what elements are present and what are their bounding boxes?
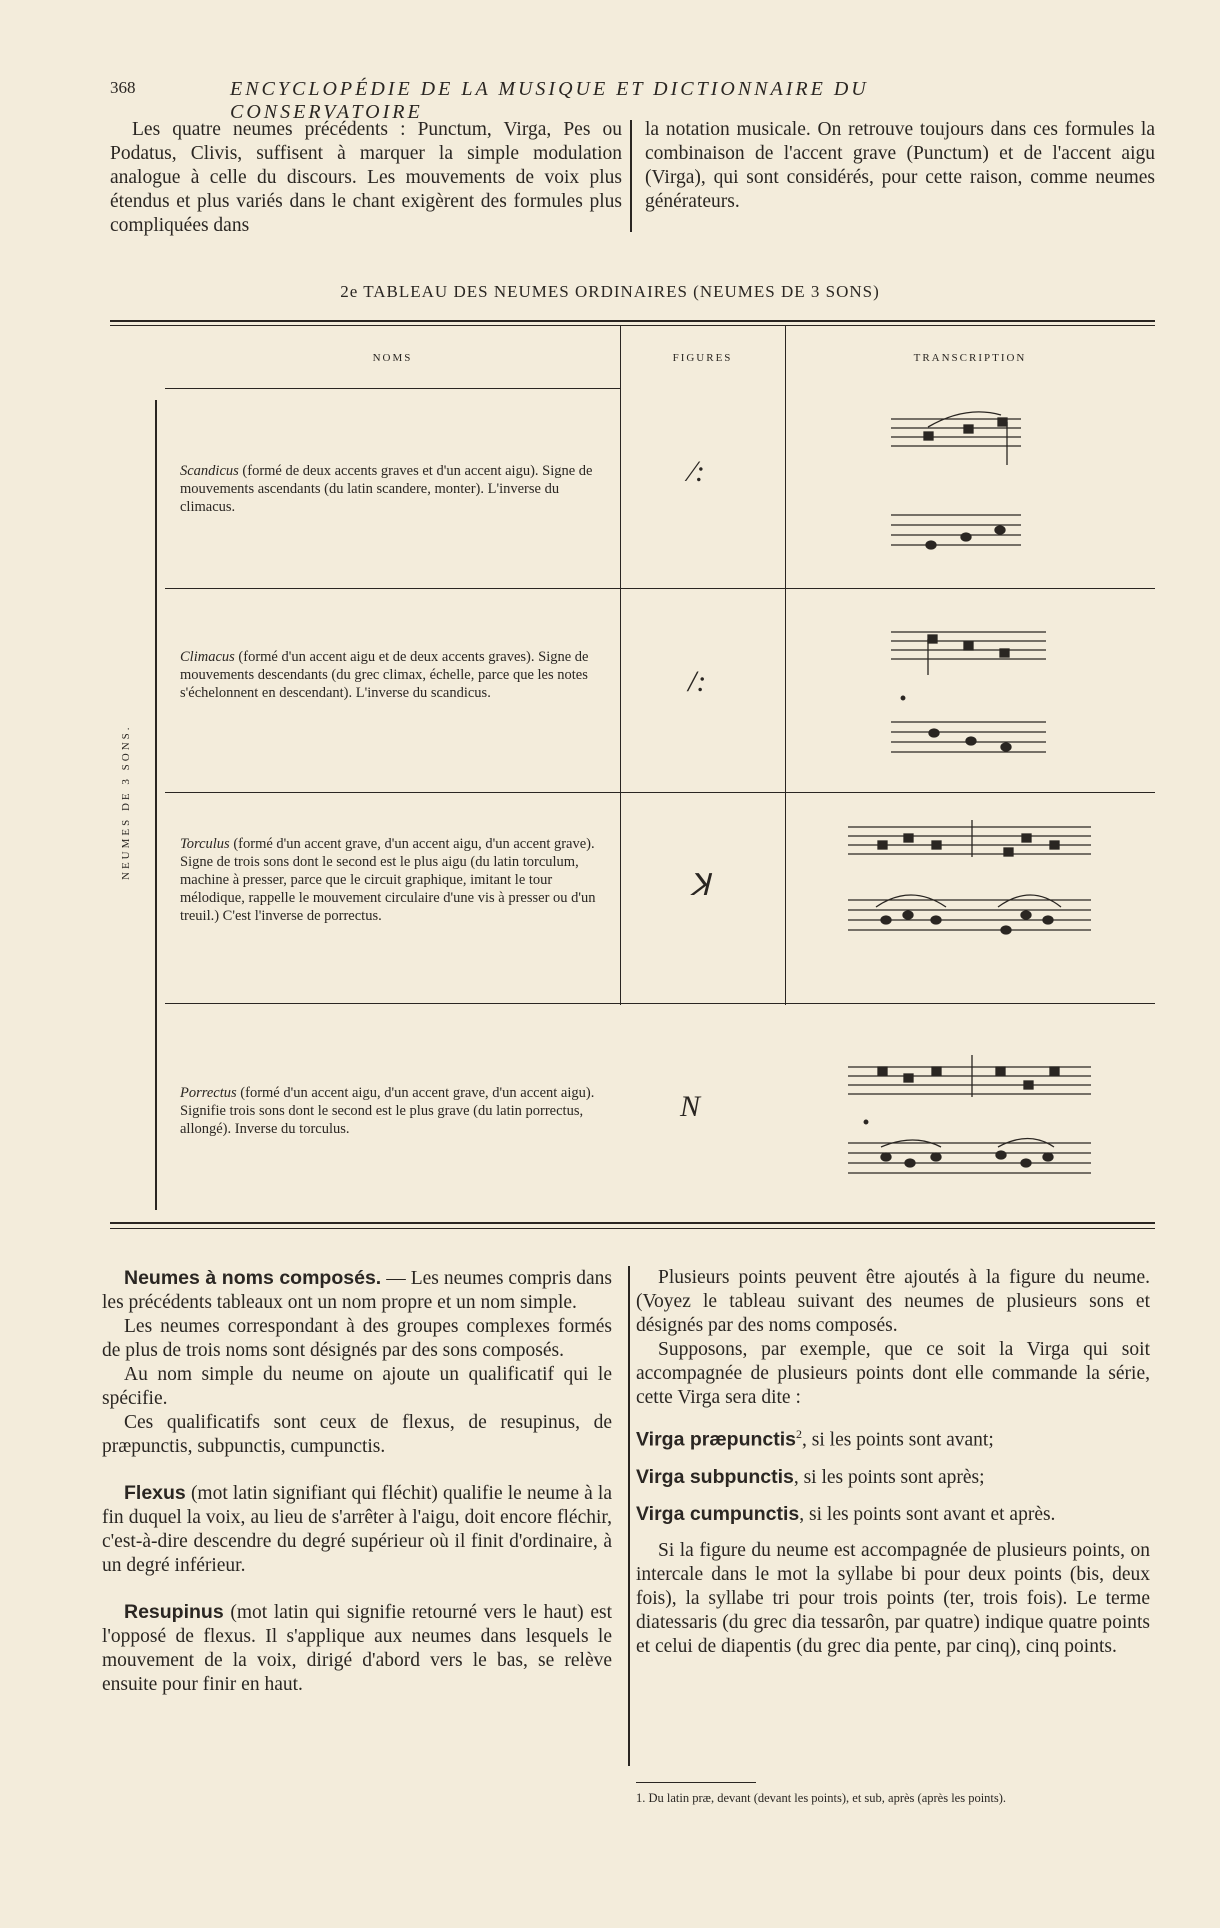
porrectus-modern-staff [848,1139,1091,1174]
neume-name: Porrectus [180,1085,237,1101]
scandicus-square-staff [891,412,1021,465]
page-number: 368 [110,78,136,97]
flexus-text: (mot latin signifiant qui fléchit) qualifie le neume à la fin duquel la voix, au lieu de s'arrêter à l'aigu, doit encore fléchir, c'est-à-dire descendre du degré supérieur où il finit d'ordinaire, à un degré inférieur. [102,1483,613,1576]
scandicus-modern-staff [891,515,1021,549]
virga-praepunctis-text: , si les points sont avant; [802,1429,994,1451]
left-column [102,1266,612,1697]
neume-description: (formé d'un accent aigu et de deux accents graves). Signe de mouvements descendants (du grec climax, échelle, parce que les notes s'échelonnent en descendant). L'inverse du scandicus. [180,649,589,701]
virga-subpunctis: Virga subpunctis [636,1465,794,1488]
virga-subpunctis-text: , si les points sont après; [793,1466,985,1488]
intro-left-text: Les quatre neumes précédents : Punctum, Virga, Pes ou Podatus, Clivis, suffisent à marquer la simple modulation analogue à celle du discours. Les mouvements de voix plus étendus et plus variés dans le chant exigèrent des formules plus compliquées dans [110,119,622,236]
intro-left [110,118,622,238]
right-p2: Supposons, par exemple, que ce soit la Virga qui soit accompagnée de plusieurs points dont elle commande la série, cette Virga sera dite : [636,1339,1150,1408]
page-header [110,78,1030,123]
composes-heading: Neumes à noms composés. [124,1267,382,1289]
col-head-noms: NOMS [372,352,413,364]
footnote-marker: 2 [796,1427,803,1441]
neume-description: (formé de deux accents graves et d'un accent aigu). Signe de mouvements ascendants (du latin scandere, monter). L'inverse du climacus. [180,463,593,515]
footnote-rule [636,1782,756,1783]
table-bottom-rule [110,1222,1155,1224]
neume-name: Torculus [180,836,230,852]
figure-scandicus: ⁄: [690,455,705,488]
side-label: NEUMES DE 3 SONS. [120,724,132,880]
neume-description: (formé d'un accent aigu, d'un accent grave, d'un accent aigu). Signifie trois sons dont le second est le plus grave (du latin porrectus, allongé). Inverse du torculus. [180,1085,595,1137]
intro-right-text: la notation musicale. On retrouve toujours dans ces formules la combinaison de l'accent grave (Punctum) et de l'accent aigu (Virga), qui sont considérés, pour cette raison, comme neumes générateurs. [645,119,1155,212]
table-top-rule [110,320,1155,322]
virga-cumpunctis: Virga cumpunctis [636,1502,800,1525]
row-porrectus [180,1084,600,1138]
figure-climacus: /: [688,665,707,698]
transcription-staves [786,395,1155,1195]
right-column [636,1266,1150,1659]
side-bracket [155,400,157,1210]
column-divider [630,120,632,232]
resupinus-text: (mot latin qui signifie retourné vers le haut) est l'opposé de flexus. Il s'applique aux neumes dans lesquels le mouvement de la voix, dirigé d'abord vers le bas, se relève ensuite pour finir en haut. [102,1602,612,1695]
running-title: ENCYCLOPÉDIE DE LA MUSIQUE ET DICTIONNAIRE DU CONSERVATOIRE [230,78,869,123]
footnote: 1. Du latin præ, devant (devant les points), et sub, après (après les points). [636,1791,1007,1805]
torculus-square-staff [848,820,1091,857]
intro-right [645,118,1155,214]
neume-description: (formé d'un accent grave, d'un accent aigu, d'un accent grave). Signe de trois sons dont le second est le plus aigu (du latin torculum, machine à presser, parce que le circuit graphique, imitant le tour mélodique, rappelle le mouvement circulaire d'une vis à presser ou d'un treuil.) C'est l'inverse de porrectus. [180,836,596,924]
header-bottom-rule [165,388,620,389]
virga-praepunctis: Virga præpunctis [636,1428,797,1451]
figure-torculus: ꓘ [690,869,710,902]
composes-p1: — Les neumes compris dans les précédents tableaux ont un nom propre et un nom simple. [102,1268,612,1313]
row-torculus [180,835,600,925]
neume-name: Scandicus [180,463,239,479]
col-head-figures: FIGURES [672,352,733,364]
right-p3: Si la figure du neume est accompagnée de plusieurs points, on intercale dans le mot la syllabe bi pour deux points (bis, deux fois), la syllabe tri pour trois points (ter, trois fois). Le terme diatessaris (du grec dia tessarôn, par quatre) indique quatre points et celui de diapentis (du grec dia pente, par cinq), cinq points. [636,1539,1150,1657]
flexus-heading: Flexus [124,1482,186,1504]
composes-p3: Au nom simple du neume on ajoute un qualificatif qui le spécifie. [102,1364,612,1409]
neume-name: Climacus [180,649,235,665]
torculus-modern-staff [848,895,1091,934]
figure-porrectus: N [680,1090,701,1123]
resupinus-heading: Resupinus [124,1601,224,1623]
virga-cumpunctis-text: , si les points sont avant et après. [799,1503,1056,1525]
table-top-rule-2 [110,325,1155,326]
composes-p4: Ces qualificatifs sont ceux de flexus, de resupinus, de præpunctis, subpunctis, cumpunctis. [102,1412,612,1457]
table-bottom-rule-2 [110,1228,1155,1229]
row-climacus [180,648,600,702]
col-head-transcription: TRANSCRIPTION [913,352,1027,364]
porrectus-square-staff [848,1055,1091,1124]
table-title: 2e TABLEAU DES NEUMES ORDINAIRES (NEUMES DE 3 SONS) [340,282,880,301]
right-p1: Plusieurs points peuvent être ajoutés à la figure du neume. (Voyez le tableau suivant des neumes de plusieurs sons et désignés par des noms composés. [636,1267,1150,1336]
col-divider-1 [620,325,621,1005]
column-divider [628,1266,630,1766]
climacus-square-staff [891,632,1046,700]
climacus-modern-staff [891,722,1046,752]
composes-p2: Les neumes correspondant à des groupes complexes formés de plus de trois noms sont désignés par des sons composés. [102,1316,612,1361]
row-scandicus [180,462,600,516]
